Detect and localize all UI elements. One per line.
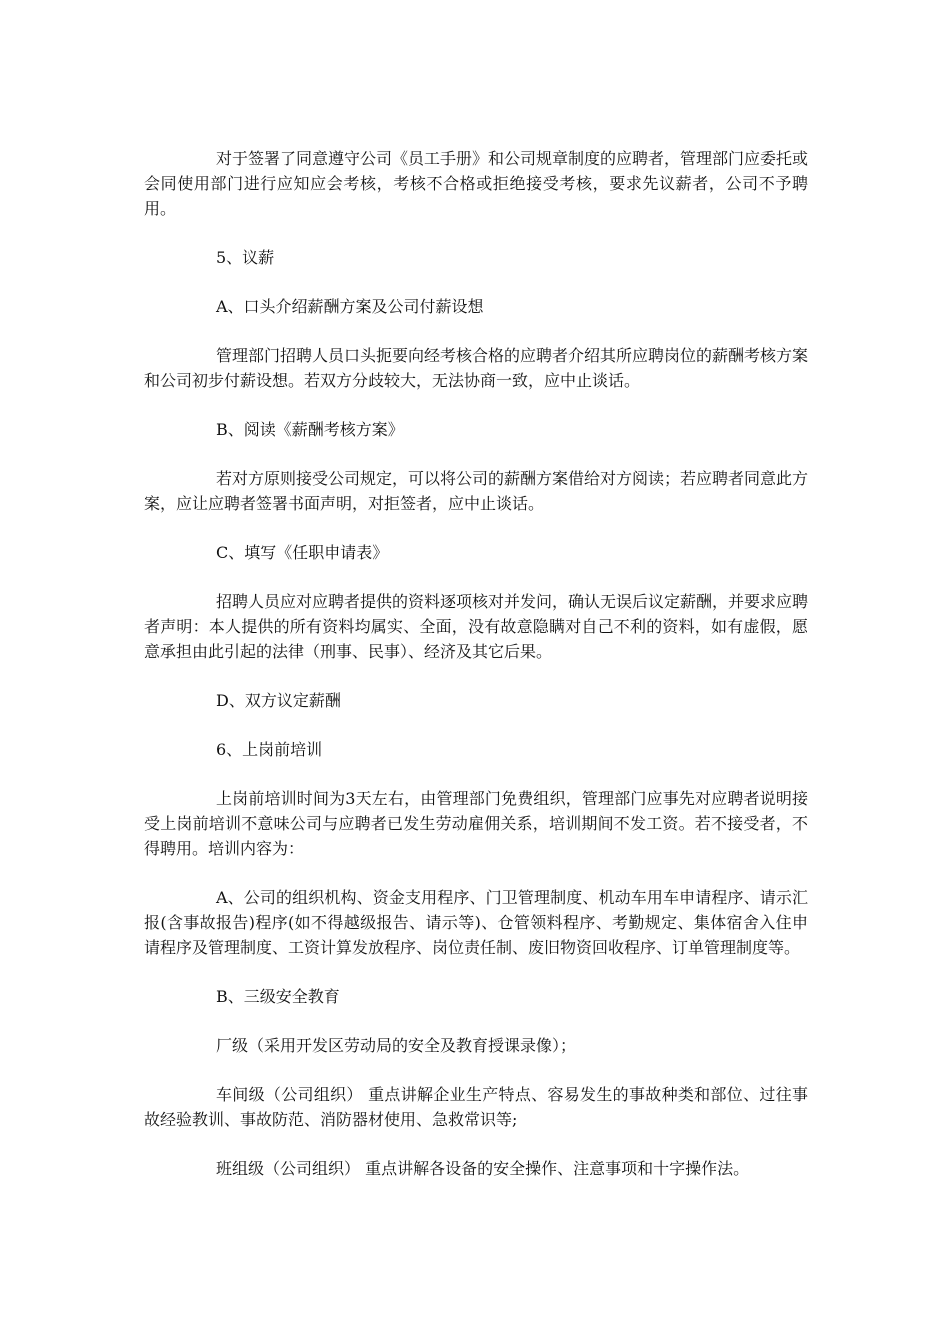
paragraph-application-form: 招聘人员应对应聘者提供的资料逐项核对并发问，确认无误后议定薪酬，并要求应聘者声明：本人提供的所有资料均属实、全面，没有故意隐瞒对自己不利的资料，如有虚假，愿意承担由此引起的法律（刑事、民事）、经济及其它后果。 <box>144 592 809 661</box>
paragraph-factory-level: 厂级（采用开发区劳动局的安全及教育授课录像）； <box>216 1036 577 1055</box>
subheading-safety-education: B、三级安全教育 <box>216 987 340 1006</box>
section-heading-pre-job-training: 6、上岗前培训 <box>216 740 323 759</box>
document-body <box>144 146 808 1205</box>
paragraph-read-plan: 若对方原则接受公司规定，可以将公司的薪酬方案借给对方阅读；若应聘者同意此方案，应让应聘者签署书面声明，对拒签者，应中止谈话。 <box>144 469 809 513</box>
subheading-verbal-introduction: A、口头介绍薪酬方案及公司付薪设想 <box>216 297 484 316</box>
subheading-read-plan: B、阅读《薪酬考核方案》 <box>216 420 404 439</box>
paragraph-consent-assessment: 对于签署了同意遵守公司《员工手册》和公司规章制度的应聘者，管理部门应委托或会同使用部门进行应知应会考核，考核不合格或拒绝接受考核，要求先议薪者，公司不予聘用。 <box>144 149 809 218</box>
paragraph-verbal-introduction: 管理部门招聘人员口头扼要向经考核合格的应聘者介绍其所应聘岗位的薪酬考核方案和公司初步付薪设想。若双方分歧较大，无法协商一致，应中止谈话。 <box>144 346 809 390</box>
paragraph-workshop-level: 车间级（公司组织） 重点讲解企业生产特点、容易发生的事故种类和部位、过往事故经验教训、事故防范、消防器材使用、急救常识等; <box>144 1085 808 1129</box>
paragraph-training-content-a: A、公司的组织机构、资金支用程序、门卫管理制度、机动车用车申请程序、请示汇报(含事故报告)程序(如不得越级报告、请示等)、仓管领料程序、考勤规定、集体宿舍入住申请程序及管理制度、工资计算发放程序、岗位责任制、废旧物资回收程序、订单管理制度等。 <box>144 888 808 957</box>
paragraph-team-level: 班组级（公司组织） 重点讲解各设备的安全操作、注意事项和十字操作法。 <box>216 1159 750 1178</box>
subheading-application-form: C、填写《任职申请表》 <box>216 543 389 562</box>
section-heading-salary-negotiation: 5、议薪 <box>216 248 275 267</box>
paragraph-training-intro: 上岗前培训时间为3天左右，由管理部门免费组织，管理部门应事先对应聘者说明接受上岗前培训不意味公司与应聘者已发生劳动雇佣关系，培训期间不发工资。若不接受者，不得聘用。培训内容为： <box>144 789 808 858</box>
subheading-agree-salary: D、双方议定薪酬 <box>216 691 341 710</box>
